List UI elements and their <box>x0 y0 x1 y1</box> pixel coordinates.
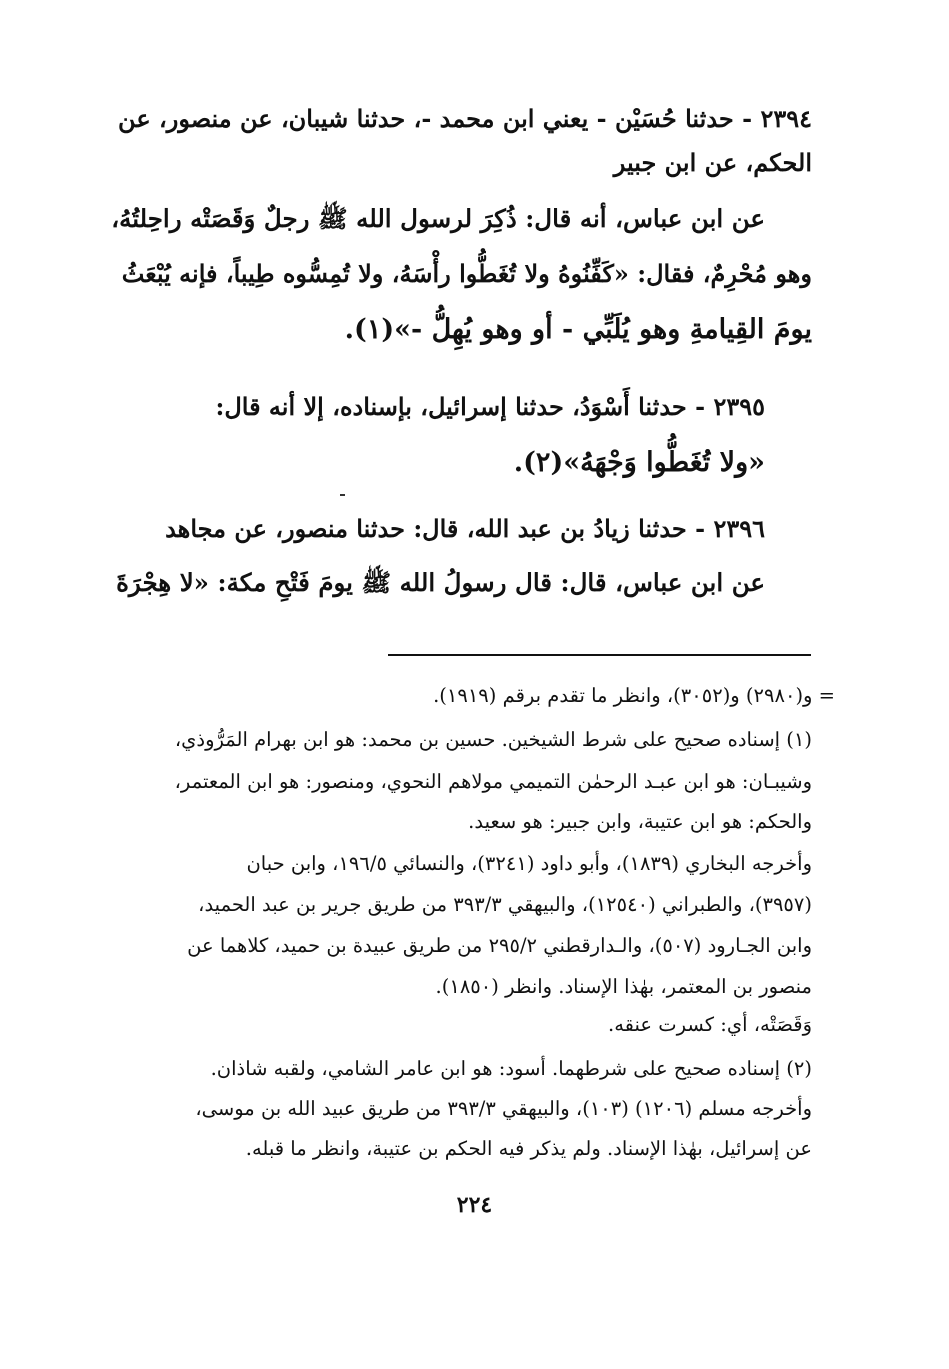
footnote-2-line-3: عن إسرائيل، بهٰذا الإسناد. ولم يذكر فيه الحكم بن عتيبة، وانظر ما قبله. <box>245 1137 812 1160</box>
page-number: ٢٢٤ <box>456 1192 493 1218</box>
footnote-1-line-8: وَقَصَتْه، أي: كسرت عنقه. <box>608 1013 812 1036</box>
footnote-1-line-7: منصور بن المعتمر، بهٰذا الإسناد. وانظر (١٨٥٠). <box>435 975 812 998</box>
hadith-2394-matn-line-2: وهو مُحْرِمٌ، فقال: «كَفِّنُوهُ ولا تُغَطُّوا رأْسَهُ، ولا تُمِسُّوه طِيباً، فإنه يُبْعَثُ <box>121 259 812 288</box>
footnote-2-line-1: (٢) إسناده صحيح على شرطهما. أسود: هو ابن عامر الشامي، ولقبه شاذان. <box>210 1057 812 1080</box>
footnote-1-line-4: وأخرجه البخاري (١٨٣٩)، وأبو داود (٣٢٤١)، والنسائي ١٩٦/٥، وابن حبان <box>246 852 812 875</box>
hadith-2395-intro-line-1: ٢٣٩٥ - حدثنا أَسْوَدُ، حدثنا إسرائيل، بإسناده، إلا أنه قال: <box>215 392 765 421</box>
hadith-2394-matn-line-1: عن ابن عباس، أنه قال: ذُكِرَ لرسول الله ﷺ رجلٌ وَقَصَتْه راحِلتُهُ، <box>111 204 765 233</box>
hadith-2395-matn-line-1: «ولا تُغَطُّوا وَجْهَهُ»(٢). <box>513 447 765 478</box>
hadith-2396-intro-line-1: ٢٣٩٦ - حدثنا زيادُ بن عبد الله، قال: حدثنا منصور، عن مجاهد <box>165 514 765 543</box>
footnote-2-line-2: وأخرجه مسلم (١٢٠٦) (١٠٣)، والبيهقي ٣٩٣/٣ من طريق عبيد الله بن موسى، <box>195 1097 812 1120</box>
print-speck <box>340 494 345 496</box>
footnote-1-line-3: والحكم: هو ابن عتيبة، وابن جبير: هو سعيد. <box>468 810 812 833</box>
footnote-1-line-2: وشيبـان: هو ابن عبـد الرحمٰن التميمي مولاهم النحوي، ومنصور: هو ابن المعتمر، <box>174 770 812 793</box>
hadith-2394-matn-line-3: يومَ القِيامةِ وهو يُلَبِّي - أو وهو يُهِلُّ -»(١). <box>344 314 812 345</box>
hadith-2394-intro-line-1: ٢٣٩٤ - حدثنا حُسَيْن - يعني ابن محمد -، حدثنا شيبان، عن منصور، عن <box>118 104 812 133</box>
footnote-1-line-6: وابن الجـارود (٥٠٧)، والـدارقطني ٢٩٥/٢ من طريق عبيدة بن حميد، كلاهما عن <box>187 934 812 957</box>
footnote-separator <box>388 654 811 656</box>
footnote-1-line-1: (١) إسناده صحيح على شرط الشيخين. حسين بن محمد: هو ابن بهرام المَرُّوذي، <box>174 728 812 751</box>
footnote-continuation: = و(٢٩٨٠) و(٣٠٥٢)، وانظر ما تقدم برقم (١٩١٩). <box>433 684 835 707</box>
hadith-2396-matn-line-1: عن ابن عباس، قال: قال رسولُ الله ﷺ يومَ فَتْحِ مكة: «لا هِجْرَةَ <box>116 568 765 597</box>
hadith-2394-intro-line-2: الحكم، عن ابن جبير <box>613 148 812 177</box>
footnote-1-line-5: (٣٩٥٧)، والطبراني (١٢٥٤٠)، والبيهقي ٣٩٣/٣ من طريق جرير بن عبد الحميد، <box>198 893 812 916</box>
